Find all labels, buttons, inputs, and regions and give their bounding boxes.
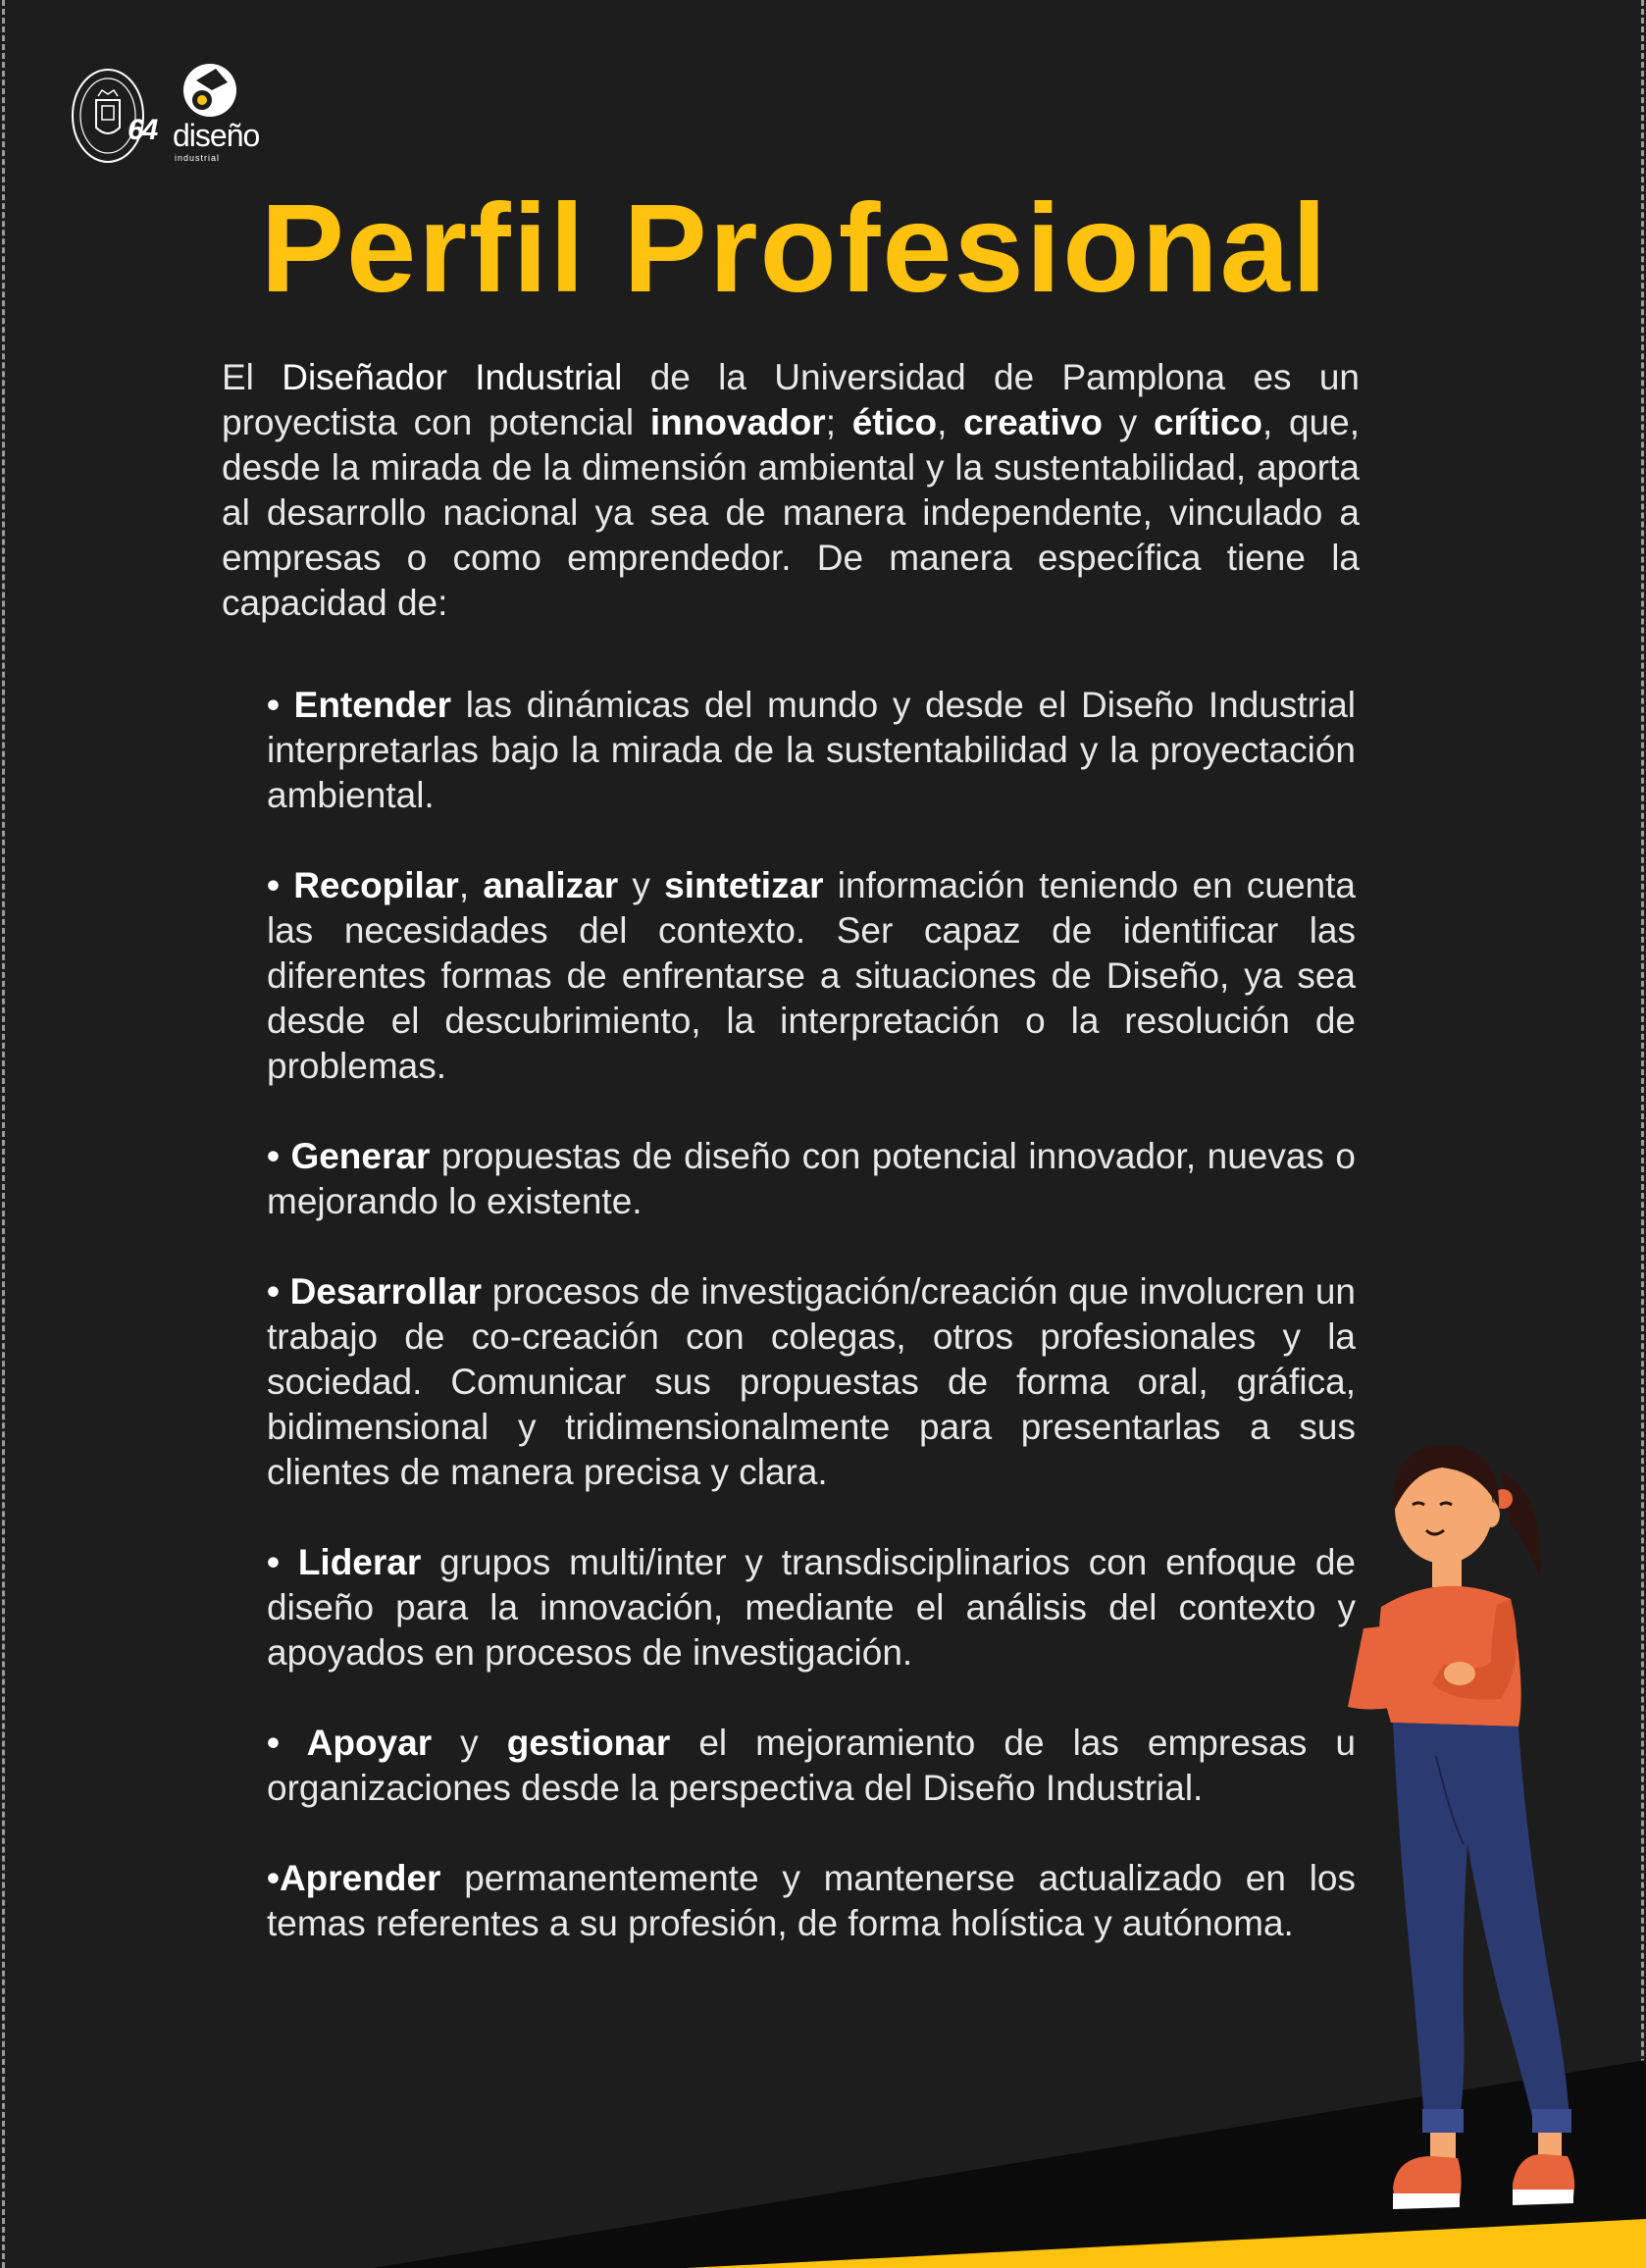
anniversary-logo: 64 — [128, 114, 157, 146]
bullet-text: grupos multi/inter y transdisciplinarios con enfoque de diseño para la innovación, mediante el análisis del contexto y apoyados en procesos de investigación. — [267, 1542, 1356, 1673]
list-item-desarrollar — [267, 1269, 1356, 1495]
bullet-bold: • Liderar — [267, 1542, 422, 1582]
intro-text-3: ; — [825, 402, 852, 442]
bullet-sep: y — [618, 865, 665, 905]
bullet-text: procesos de investigación/creación que involucren un trabajo de co-creación con colegas, otros profesionales y la sociedad. Comunicar sus propuestas de forma oral, gráfica, bidimensional y tridimensionalmente para presentarlas a sus clientes de manera precisa y clara. — [267, 1271, 1356, 1492]
bullet-bold: • Generar — [267, 1136, 431, 1176]
bullet-sep: , — [458, 865, 484, 905]
bullet-bold: gestionar — [506, 1723, 671, 1763]
header-logos — [71, 61, 260, 169]
list-item-apoyar — [267, 1721, 1356, 1811]
intro-bold-1: Diseñador Industrial — [282, 357, 623, 397]
intro-bold-4: creativo — [963, 402, 1104, 442]
list-item-recopilar — [267, 863, 1356, 1089]
bullet-text: el mejoramiento de las empresas u organizaciones desde la perspectiva del Diseño Industrial. — [267, 1723, 1356, 1808]
bullet-bold: • Entender — [267, 685, 452, 725]
intro-text-4: , — [937, 402, 964, 442]
bullet-bold: sintetizar — [664, 865, 824, 905]
bullet-text: las dinámicas del mundo y desde el Diseño Industrial interpretarlas bajo la mirada de la sustentabilidad y la proyectación ambiental. — [267, 685, 1357, 815]
list-item-liderar — [267, 1540, 1356, 1675]
intro-paragraph — [222, 355, 1360, 626]
bullet-text: propuestas de diseño con potencial innovador, nuevas o mejorando lo existente. — [267, 1136, 1356, 1221]
intro-text-5: y — [1103, 402, 1154, 442]
bullet-bold: • Desarrollar — [267, 1271, 483, 1312]
capabilities-list — [267, 683, 1356, 1991]
woman-illustration — [1334, 1432, 1589, 2237]
intro-text-2: de la Universidad de Pamplona es un proyectista con potencial — [222, 357, 1361, 442]
bullet-sep: y — [432, 1723, 507, 1763]
design-program-word: diseño — [173, 118, 260, 153]
bullet-bold: • Apoyar — [267, 1723, 433, 1763]
list-item-aprender — [267, 1856, 1356, 1946]
intro-text-6: , que, desde la mirada de la dimensión ambiental y la sustentabilidad, aporta al desarrollo nacional ya sea de manera independente, vinculado a empresas o como emprendedor. De manera específica tiene la capacidad de: — [222, 402, 1361, 623]
bullet-bold: •Aprender — [267, 1858, 441, 1898]
list-item-generar — [267, 1134, 1356, 1224]
design-program-sub: industrial — [175, 153, 221, 163]
intro-text-1: El — [222, 357, 283, 397]
bullet-bold: • Recopilar — [267, 865, 459, 905]
intro-bold-3: ético — [851, 402, 938, 442]
intro-bold-5: crítico — [1153, 402, 1263, 442]
bullet-bold: analizar — [483, 865, 619, 905]
list-item-entender — [267, 683, 1356, 818]
bullet-text: permanentemente y mantenerse actualizado en los temas referentes a su profesión, de forma holística y autónoma. — [267, 1858, 1356, 1943]
dashed-border-right — [1641, 0, 1644, 2268]
bullet-text: información teniendo en cuenta las necesidades del contexto. Ser capaz de identificar las diferentes formas de enfrentarse a situaciones de Diseño, ya sea desde el descubrimiento, la interpretación o la resolución de problemas. — [267, 865, 1356, 1086]
intro-bold-2: innovador — [649, 402, 826, 442]
page-title: Perfil Profesional — [260, 179, 1329, 319]
dashed-border-left — [2, 0, 5, 2268]
